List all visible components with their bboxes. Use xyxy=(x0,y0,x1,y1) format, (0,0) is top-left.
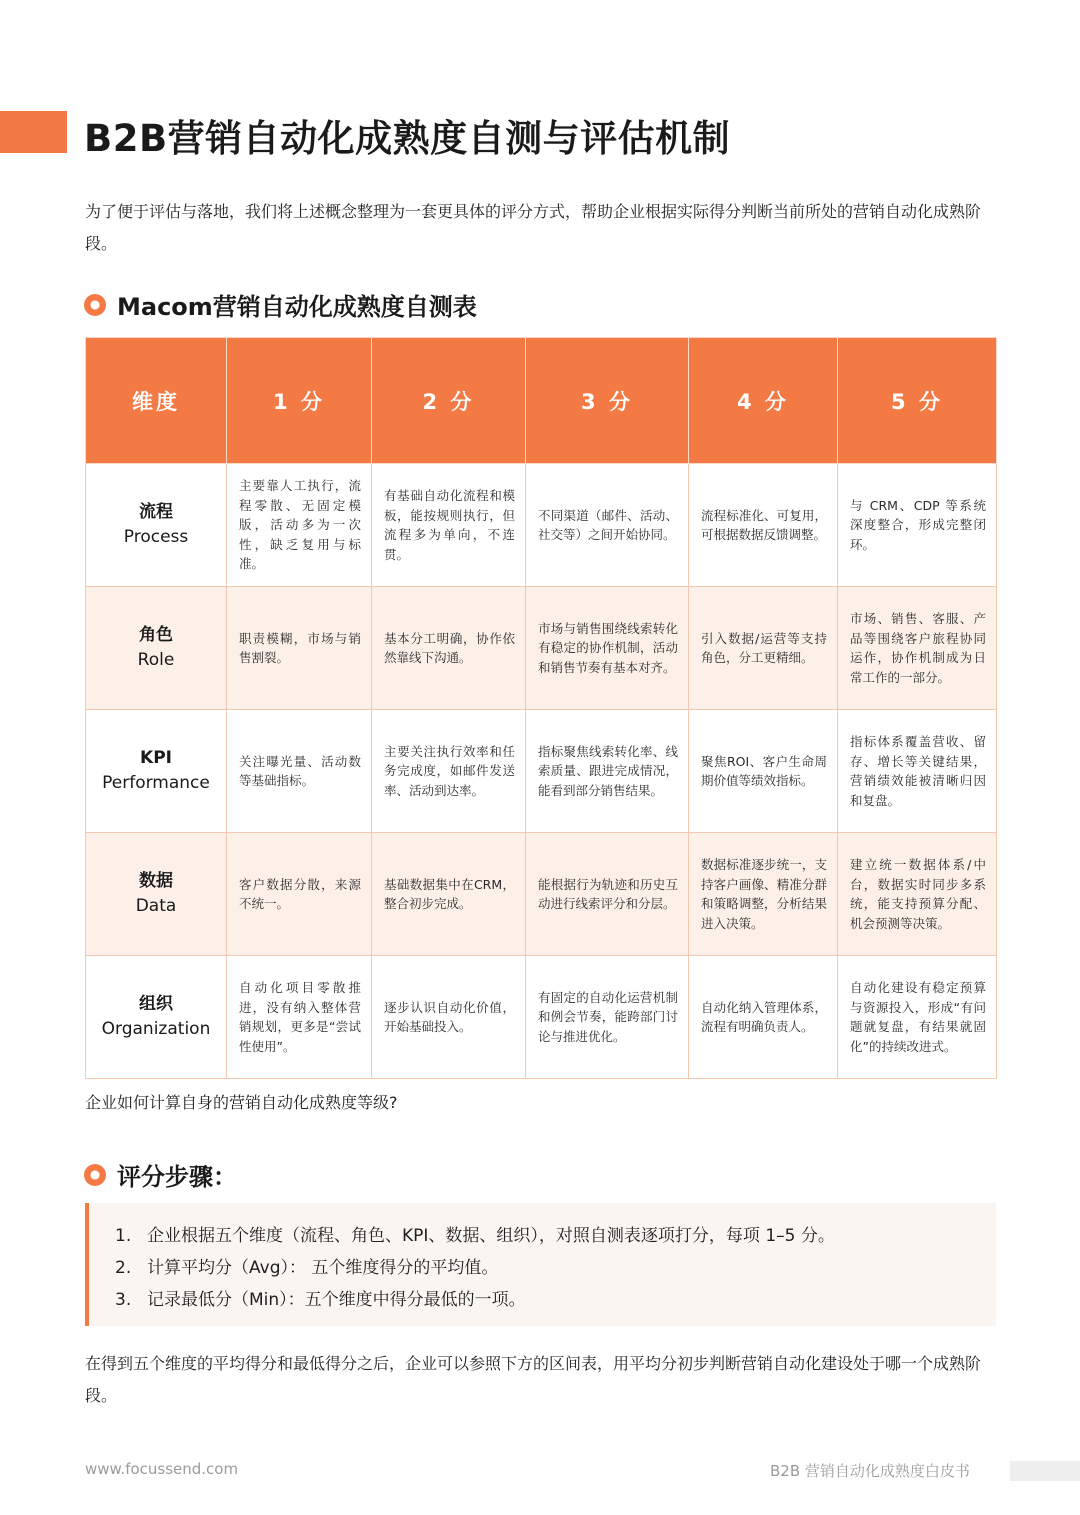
step-item xyxy=(115,1252,996,1284)
table-cell: 主要关注执行效率和任务完成度，如邮件发送率、活动到达率。 xyxy=(372,710,526,833)
dimension-cell xyxy=(86,464,227,587)
step-text: 计算平均分（Avg）： 五个维度得分的平均值。 xyxy=(147,1258,499,1278)
table-cell: 自动化项目零散推进，没有纳入整体营销规划，更多是“尝试性使用”。 xyxy=(227,956,372,1079)
steps-section-heading-text: 评分步骤： xyxy=(117,1163,237,1191)
table-cell: 不同渠道（邮件、活动、社交等）之间开始协同。 xyxy=(526,464,689,587)
dimension-cell xyxy=(86,956,227,1079)
table-row xyxy=(86,587,997,710)
dimension-name-zh: 角色 xyxy=(139,625,173,645)
dimension-name-en: Performance xyxy=(102,773,210,793)
table-cell: 客户数据分散，来源不统一。 xyxy=(227,833,372,956)
table-cell: 职责模糊，市场与销售割裂。 xyxy=(227,587,372,710)
table-cell: 引入数据/运营等支持角色，分工更精细。 xyxy=(689,587,838,710)
step-number: 3. xyxy=(115,1290,132,1310)
table-cell: 基本分工明确，协作依然靠线下沟通。 xyxy=(372,587,526,710)
table-row xyxy=(86,710,997,833)
footer-website: www.focussend.com xyxy=(85,1460,239,1478)
table-section-heading xyxy=(84,287,477,322)
table-cell: 基础数据集中在CRM，整合初步完成。 xyxy=(372,833,526,956)
dimension-name-zh: 数据 xyxy=(139,871,173,891)
header-dimension: 维度 xyxy=(86,338,227,464)
maturity-self-assessment-table xyxy=(85,337,997,1079)
table-cell: 指标聚焦线索转化率、线索质量、跟进完成情况，能看到部分销售结果。 xyxy=(526,710,689,833)
table-cell: 指标体系覆盖营收、留存、增长等关键结果，营销绩效能被清晰归因和复盘。 xyxy=(838,710,997,833)
page-title: B2B营销自动化成熟度自测与评估机制 xyxy=(84,117,731,160)
table-row xyxy=(86,464,997,587)
dimension-cell xyxy=(86,587,227,710)
dimension-name-zh: 组织 xyxy=(139,994,173,1014)
dimension-name-zh: 流程 xyxy=(139,502,173,522)
table-cell: 主要靠人工执行，流程零散、无固定模版，活动多为一次性，缺乏复用与标准。 xyxy=(227,464,372,587)
table-header-row xyxy=(86,338,997,464)
header-score-4: 4 分 xyxy=(689,338,838,464)
circle-bullet-icon xyxy=(84,294,106,316)
table-cell: 自动化建设有稳定预算与资源投入，形成“有问题就复盘，有结果就固化”的持续改进式。 xyxy=(838,956,997,1079)
dimension-name-en: Organization xyxy=(101,1019,211,1039)
circle-bullet-icon xyxy=(84,1164,106,1186)
footer-band xyxy=(1010,1461,1080,1481)
dimension-name-en: Process xyxy=(123,527,189,547)
table-cell: 市场与销售围绕线索转化有稳定的协作机制，活动和销售节奏有基本对齐。 xyxy=(526,587,689,710)
header-score-3: 3 分 xyxy=(526,338,689,464)
step-item xyxy=(115,1284,996,1316)
scoring-steps-box xyxy=(85,1203,996,1326)
table-cell: 建立统一数据体系/中台，数据实时同步多系统，能支持预算分配、机会预测等决策。 xyxy=(838,833,997,956)
dimension-name-en: Data xyxy=(135,896,177,916)
dimension-cell xyxy=(86,833,227,956)
intro-paragraph: 为了便于评估与落地，我们将上述概念整理为一套更具体的评分方式，帮助企业根据实际得分判断当前所处的营销自动化成熟阶段。 xyxy=(85,202,982,253)
step-text: 企业根据五个维度（流程、角色、KPI、数据、组织），对照自测表逐项打分，每项 1–5 分。 xyxy=(147,1226,835,1246)
table-cell: 能根据行为轨迹和历史互动进行线索评分和分层。 xyxy=(526,833,689,956)
step-item xyxy=(115,1220,996,1252)
table-section-heading-text: Macom营销自动化成熟度自测表 xyxy=(117,293,477,321)
table-cell: 自动化纳入管理体系，流程有明确负责人。 xyxy=(689,956,838,1079)
step-text: 记录最低分（Min）：五个维度中得分最低的一项。 xyxy=(147,1290,526,1310)
dimension-name-en: Role xyxy=(137,650,175,670)
closing-paragraph: 在得到五个维度的平均得分和最低得分之后，企业可以参照下方的区间表，用平均分初步判断营销自动化建设处于哪一个成熟阶段。 xyxy=(85,1354,982,1405)
footer-doc-name: B2B 营销自动化成熟度白皮书 xyxy=(770,1462,970,1480)
table-cell: 有基础自动化流程和模板，能按规则执行，但流程多为单向，不连贯。 xyxy=(372,464,526,587)
dimension-cell xyxy=(86,710,227,833)
step-number: 2. xyxy=(115,1258,132,1278)
table-cell: 聚焦ROI、客户生命周期价值等绩效指标。 xyxy=(689,710,838,833)
steps-section-heading xyxy=(84,1157,237,1192)
table-row xyxy=(86,956,997,1079)
header-score-1: 1 分 xyxy=(227,338,372,464)
table-cell: 关注曝光量、活动数等基础指标。 xyxy=(227,710,372,833)
header-score-5: 5 分 xyxy=(838,338,997,464)
table-cell: 流程标准化、可复用，可根据数据反馈调整。 xyxy=(689,464,838,587)
table-cell: 与 CRM、CDP 等系统深度整合，形成完整闭环。 xyxy=(838,464,997,587)
table-row xyxy=(86,833,997,956)
step-number: 1. xyxy=(115,1226,132,1246)
table-cell: 数据标准逐步统一，支持客户画像、精准分群和策略调整，分析结果进入决策。 xyxy=(689,833,838,956)
table-question: 企业如何计算自身的营销自动化成熟度等级? xyxy=(85,1093,398,1112)
table-cell: 市场、销售、客服、产品等围绕客户旅程协同运作，协作机制成为日常工作的一部分。 xyxy=(838,587,997,710)
header-score-2: 2 分 xyxy=(372,338,526,464)
table-cell: 逐步认识自动化价值，开始基础投入。 xyxy=(372,956,526,1079)
title-accent-bar xyxy=(0,111,67,153)
dimension-name-zh: KPI xyxy=(140,748,172,768)
table-cell: 有固定的自动化运营机制和例会节奏，能跨部门讨论与推进优化。 xyxy=(526,956,689,1079)
